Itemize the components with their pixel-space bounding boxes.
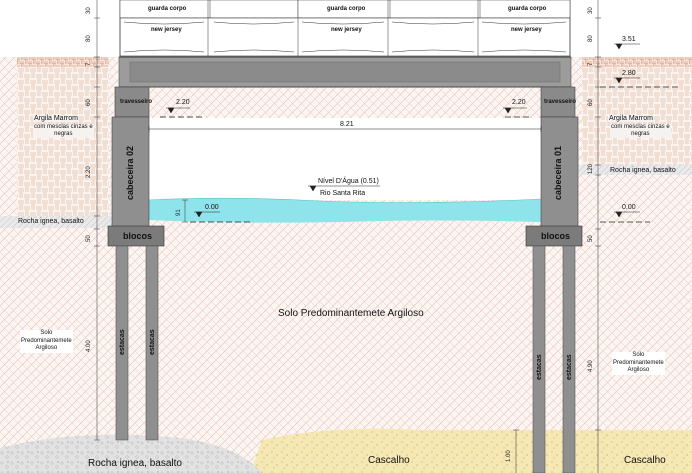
dim-right-120: 120: [588, 163, 594, 174]
new-jersey-label-2: new jersey: [331, 27, 362, 33]
estacas-label-4: estacas: [566, 354, 573, 380]
rocha-bottom-label: Rocha ignea, basalto: [88, 458, 182, 469]
new-jersey-label-3: new jersey: [511, 27, 542, 33]
river-name-label: Rio Santa Rita: [320, 190, 366, 197]
argila-right-sub-text: com mesclas cinzas e negras: [611, 124, 670, 138]
dim-left-80: 80: [86, 35, 92, 42]
guarda-corpo-label-2: guarda corpo: [327, 6, 366, 12]
dim-left-7: 7: [86, 62, 92, 66]
dim-right-80: 80: [588, 35, 594, 42]
dim-left-400: 4.00: [86, 340, 92, 352]
guarda-corpo-label-3: guarda corpo: [508, 6, 547, 12]
argila-right-sub: [610, 124, 671, 138]
level-trav-left: 2.20: [176, 99, 190, 106]
solo-center-label: Solo Predominantemete Argiloso: [278, 308, 424, 319]
level-deck-right: 2.80: [622, 70, 636, 77]
blocos-left-label: blocos: [123, 231, 153, 241]
travesseiro-right-label: travesseiro: [544, 99, 577, 105]
cascalho-mid-label: Cascalho: [368, 455, 410, 466]
span-dimension: 8.21: [340, 121, 354, 128]
new-jersey-label-1: new jersey: [151, 27, 182, 33]
estacas-label-3: estacas: [536, 354, 543, 380]
solo-left-label: [20, 330, 73, 353]
dim-water-91: 91: [176, 209, 182, 216]
estacas-label-1: estacas: [119, 329, 126, 355]
dim-right-490: 4.90: [588, 360, 594, 372]
argila-left-sub: [33, 124, 94, 138]
dim-left-30: 30: [86, 7, 92, 14]
level-top-right: 3.51: [622, 36, 636, 43]
dim-left-220: 2.20: [86, 166, 92, 178]
solo-right-label: [612, 352, 665, 375]
dim-left-60: 60: [86, 99, 92, 106]
solo-right-text: Solo Predominantemete Argiloso: [613, 352, 664, 373]
rocha-left-label: Rocha ignea, basalto: [18, 218, 84, 225]
dim-right-50: 50: [588, 235, 594, 242]
argila-left-title: Argila Marrom: [34, 115, 78, 122]
dim-right-7: 7: [588, 62, 594, 66]
dim-right-100: 1.00: [506, 450, 512, 462]
cabeceira-01-label: cabeceira 01: [553, 145, 563, 200]
level-water-left: 0.00: [205, 204, 219, 211]
level-water-right: 0.00: [622, 204, 636, 211]
travesseiro-left-label: travesseiro: [120, 99, 153, 105]
argila-left-sub-text: com mesclas cinzas e negras: [34, 124, 93, 138]
rocha-right-label: Rocha ignea, basalto: [610, 167, 676, 174]
cascalho-right-label: Cascalho: [624, 455, 666, 466]
argila-right-title: Argila Marrom: [609, 115, 653, 122]
dim-right-30: 30: [588, 7, 594, 14]
blocos-right-label: blocos: [541, 231, 571, 241]
level-trav-right: 2.20: [512, 99, 526, 106]
solo-left-text: Solo Predominantemete Argiloso: [21, 330, 72, 351]
estacas-label-2: estacas: [149, 329, 156, 355]
guarda-corpo-label-1: guarda corpo: [148, 6, 187, 12]
dim-left-50: 50: [86, 235, 92, 242]
dim-right-60: 60: [588, 99, 594, 106]
water-level-label: Nível D'Água (0.51): [318, 178, 379, 185]
cabeceira-02-label: cabeceira 02: [125, 145, 135, 200]
